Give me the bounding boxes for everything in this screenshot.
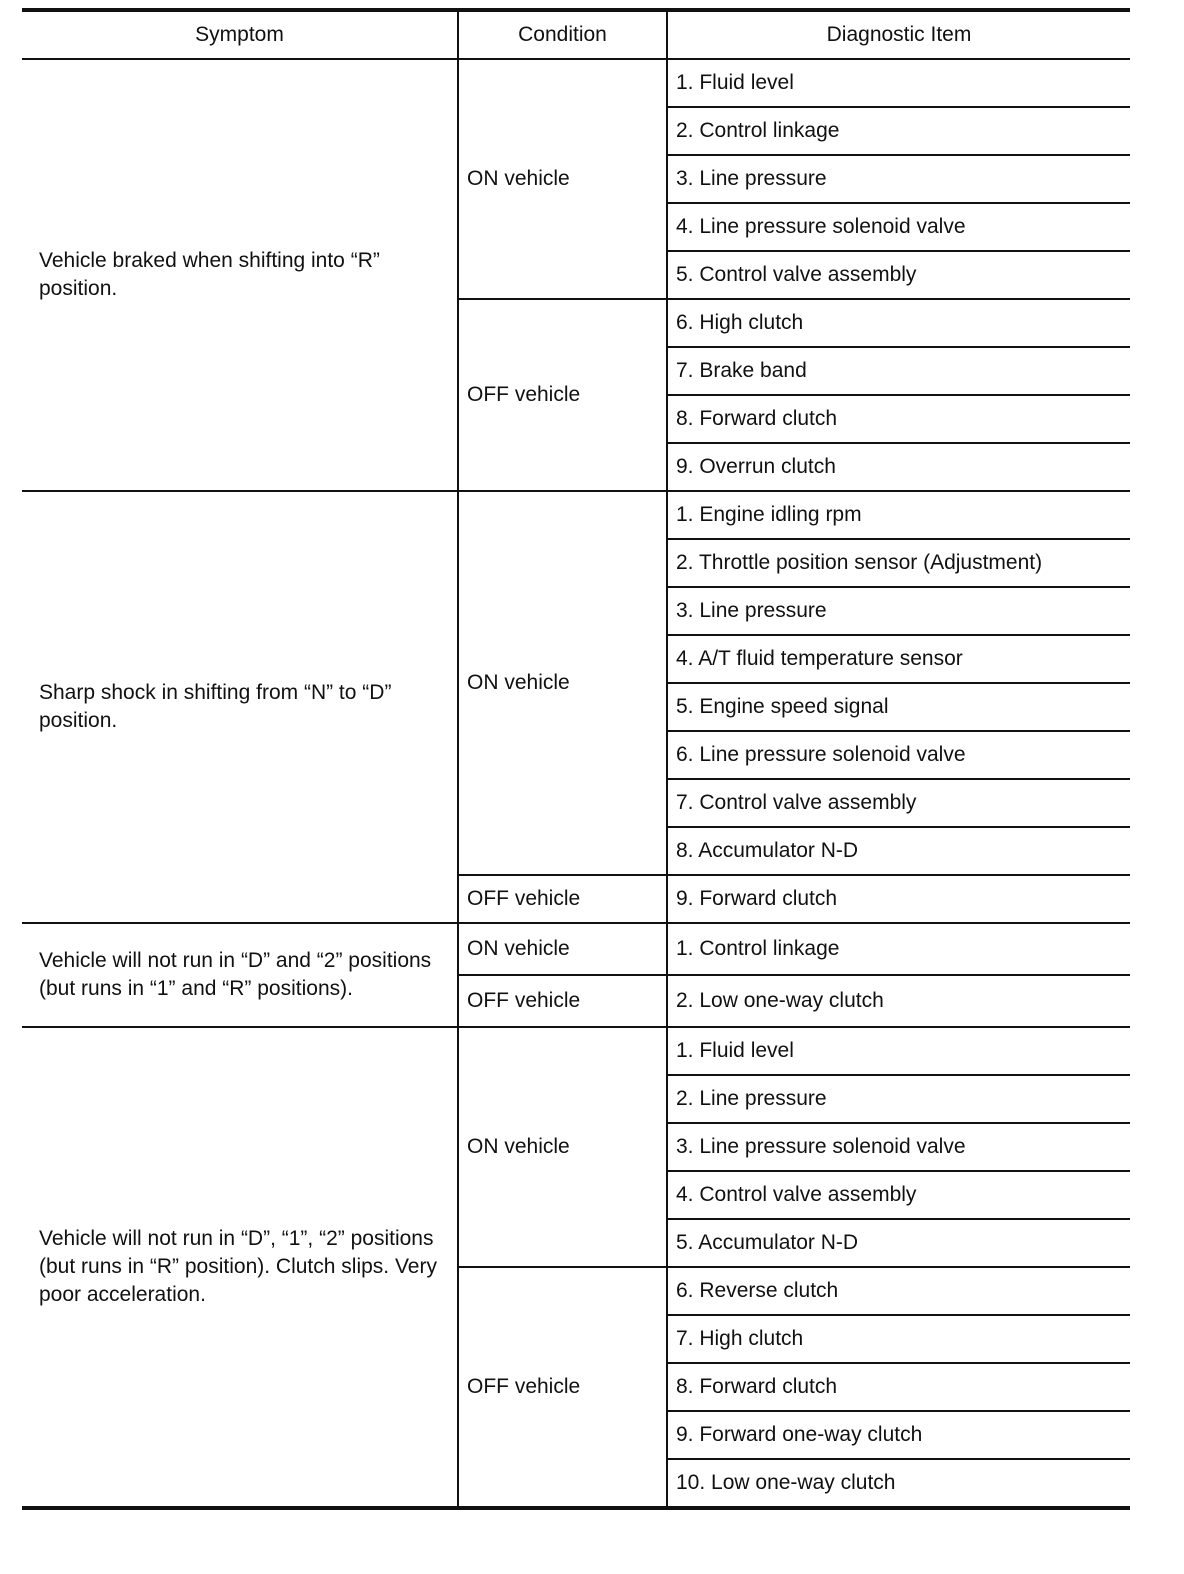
header-row — [22, 10, 1130, 59]
header-diagnostic-item: Diagnostic Item — [667, 10, 1130, 59]
diagnostic-item: 4. A/T fluid temperature sensor — [667, 635, 1130, 683]
diagnostic-item: 3. Line pressure — [667, 587, 1130, 635]
diagnostic-item: 10. Low one-way clutch — [667, 1459, 1130, 1508]
symptom-cell: Vehicle will not run in “D”, “1”, “2” positions (but runs in “R” position). Clutch slips. Very poor acceleration. — [22, 1027, 458, 1508]
diagnostic-item: 3. Line pressure — [667, 155, 1130, 203]
diagnostic-item: 7. High clutch — [667, 1315, 1130, 1363]
table-row — [22, 923, 1130, 975]
diagnostic-item: 5. Accumulator N-D — [667, 1219, 1130, 1267]
condition-cell: OFF vehicle — [458, 299, 667, 491]
diagnostic-item: 8. Forward clutch — [667, 395, 1130, 443]
condition-cell: ON vehicle — [458, 59, 667, 299]
condition-cell: OFF vehicle — [458, 975, 667, 1027]
table-row — [22, 1027, 1130, 1075]
symptom-cell: Vehicle braked when shifting into “R” position. — [22, 59, 458, 491]
header-symptom: Symptom — [22, 10, 458, 59]
header-condition: Condition — [458, 10, 667, 59]
diagnostic-item: 7. Control valve assembly — [667, 779, 1130, 827]
table-row — [22, 491, 1130, 539]
diagnostic-item: 8. Accumulator N-D — [667, 827, 1130, 875]
diagnostic-item: 5. Engine speed signal — [667, 683, 1130, 731]
diagnostic-item: 3. Line pressure solenoid valve — [667, 1123, 1130, 1171]
diagnostic-item: 2. Throttle position sensor (Adjustment) — [667, 539, 1130, 587]
symptom-cell: Vehicle will not run in “D” and “2” positions (but runs in “1” and “R” positions). — [22, 923, 458, 1027]
diagnostic-item: 6. Reverse clutch — [667, 1267, 1130, 1315]
symptom-cell: Sharp shock in shifting from “N” to “D” position. — [22, 491, 458, 923]
diagnostic-item: 7. Brake band — [667, 347, 1130, 395]
diagnostic-item: 1. Fluid level — [667, 1027, 1130, 1075]
diagnostic-item: 1. Engine idling rpm — [667, 491, 1130, 539]
diagnostic-item: 9. Forward clutch — [667, 875, 1130, 923]
table-row — [22, 59, 1130, 107]
diagnostic-item: 1. Control linkage — [667, 923, 1130, 975]
diagnostic-item: 8. Forward clutch — [667, 1363, 1130, 1411]
condition-cell: OFF vehicle — [458, 1267, 667, 1508]
diagnostic-item: 4. Line pressure solenoid valve — [667, 203, 1130, 251]
diagnostic-item: 2. Low one-way clutch — [667, 975, 1130, 1027]
condition-cell: ON vehicle — [458, 923, 667, 975]
diagnostic-item: 9. Forward one-way clutch — [667, 1411, 1130, 1459]
diagnostic-item: 5. Control valve assembly — [667, 251, 1130, 299]
diagnostic-item: 2. Control linkage — [667, 107, 1130, 155]
diagnostic-item: 4. Control valve assembly — [667, 1171, 1130, 1219]
diagnostic-item: 1. Fluid level — [667, 59, 1130, 107]
diagnostic-table — [22, 8, 1130, 1510]
diagnostic-item: 6. High clutch — [667, 299, 1130, 347]
diagnostic-item: 6. Line pressure solenoid valve — [667, 731, 1130, 779]
diagnostic-item: 9. Overrun clutch — [667, 443, 1130, 491]
diagnostic-item: 2. Line pressure — [667, 1075, 1130, 1123]
condition-cell: OFF vehicle — [458, 875, 667, 923]
condition-cell: ON vehicle — [458, 491, 667, 875]
condition-cell: ON vehicle — [458, 1027, 667, 1267]
